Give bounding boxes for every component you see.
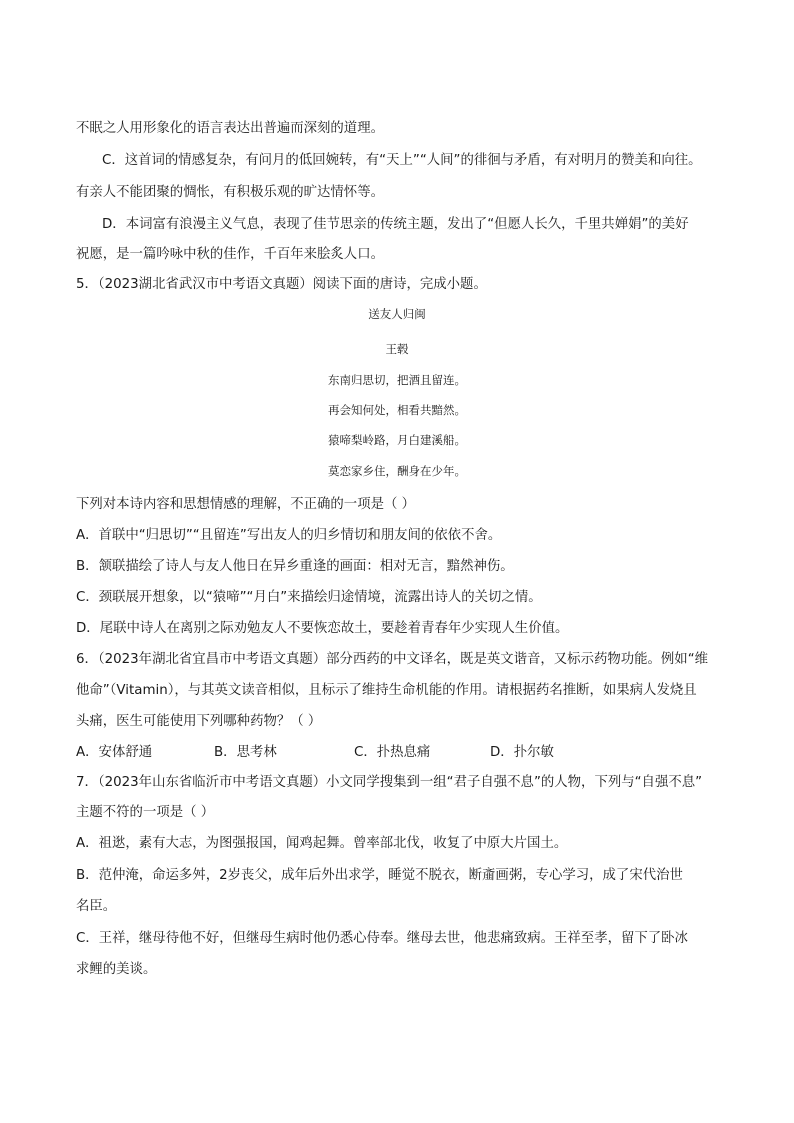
q5-stem: 5．（2023湖北省武汉市中考语文真题）阅读下面的唐诗，完成小题。 <box>76 277 487 292</box>
q7-option-a: A．祖逖，素有大志，为图强报国，闻鸡起舞。曾率部北伐，收复了中原大片国土。 <box>76 836 568 851</box>
poem-line: 东南归思切，把酒且留连。 <box>328 373 466 387</box>
q7-stem-line-1: 7．（2023年山东省临沂市中考语文真题）小文同学搜集到一组“君子自强不息”的人物，下列与“自强不息” <box>76 775 703 790</box>
q5-option-c: C．颈联展开想象，以“猿啼”“月白”来描绘归途情境，流露出诗人的关切之情。 <box>76 590 542 605</box>
q6-option-d: D．扑尔敏 <box>490 745 554 760</box>
q7-option-b-line-1: B．范仲淹，命运多舛，2岁丧父，成年后外出求学，睡觉不脱衣，断齑画粥，专心学习，成了宋代治世 <box>76 868 683 883</box>
text-line: 不眠之人用形象化的语言表达出普遍而深刻的道理。 <box>76 121 384 136</box>
q6-stem-line-2: 他命”（Vitamin），与其英文读音相似，且标示了维持生命机能的作用。请根据药名推断，如果病人发烧且 <box>76 683 697 698</box>
q5-question: 下列对本诗内容和思想情感的理解，不正确的一项是（ ） <box>76 497 416 512</box>
option-c-line-1: C．这首词的情感复杂，有问月的低回婉转，有“天上”“人间”的徘徊与矛盾，有对明月的赞美和向往。 <box>102 153 702 168</box>
poem-line: 莫恋家乡住，酬身在少年。 <box>328 464 466 478</box>
q6-option-c: C．扑热息痛 <box>354 745 431 760</box>
q5-option-d: D．尾联中诗人在离别之际劝勉友人不要恢恋故土，要趁着青春年少实现人生价值。 <box>76 621 569 636</box>
option-d-line-2: 祝愿，是一篇吟咏中秋的佳作，千百年来脍炙人口。 <box>76 247 384 262</box>
q7-option-b-line-2: 名臣。 <box>76 899 117 914</box>
poem-line: 猿啼梨岭路，月白建溪船。 <box>328 433 466 447</box>
poem-title: 送友人归闽 <box>368 307 426 321</box>
poem-line: 再会知何处，相看共黯然。 <box>328 403 466 417</box>
q6-option-a: A．安体舒通 <box>76 745 153 760</box>
q6-stem-line-1: 6．（2023年湖北省宜昌市中考语文真题）部分西药的中文译名，既是英文谐音，又标示药物功能。例如“维 <box>76 652 709 667</box>
option-d-line-1: D．本词富有浪漫主义气息，表现了佳节思亲的传统主题，发出了“但愿人长久，千里共婵娟”的美好 <box>102 217 689 232</box>
q6-option-b: B．思考林 <box>214 745 277 760</box>
q7-option-c-line-2: 求鲤的美谈。 <box>76 962 157 977</box>
q5-option-b: B．颔联描绘了诗人与友人他日在异乡重逢的画面：相对无言，黯然神伤。 <box>76 559 514 574</box>
q6-stem-line-3: 头痛，医生可能使用下列哪种药物？（ ） <box>76 714 322 729</box>
q7-option-c-line-1: C．王祥，继母待他不好，但继母生病时他仍悉心侍奉。继母去世，他悲痛致病。王祥至孝，留下了卧冰 <box>76 931 688 946</box>
q6-options <box>76 743 554 763</box>
poem-author: 王毂 <box>385 342 409 356</box>
q5-option-a: A．首联中“归思切”“且留连”写出友人的归乡情切和朋友间的依依不舍。 <box>76 528 502 543</box>
q7-stem-line-2: 主题不符的一项是（ ） <box>76 805 215 820</box>
option-c-line-2: 有亲人不能团聚的惆怅，有积极乐观的旷达情怀等。 <box>76 185 384 200</box>
